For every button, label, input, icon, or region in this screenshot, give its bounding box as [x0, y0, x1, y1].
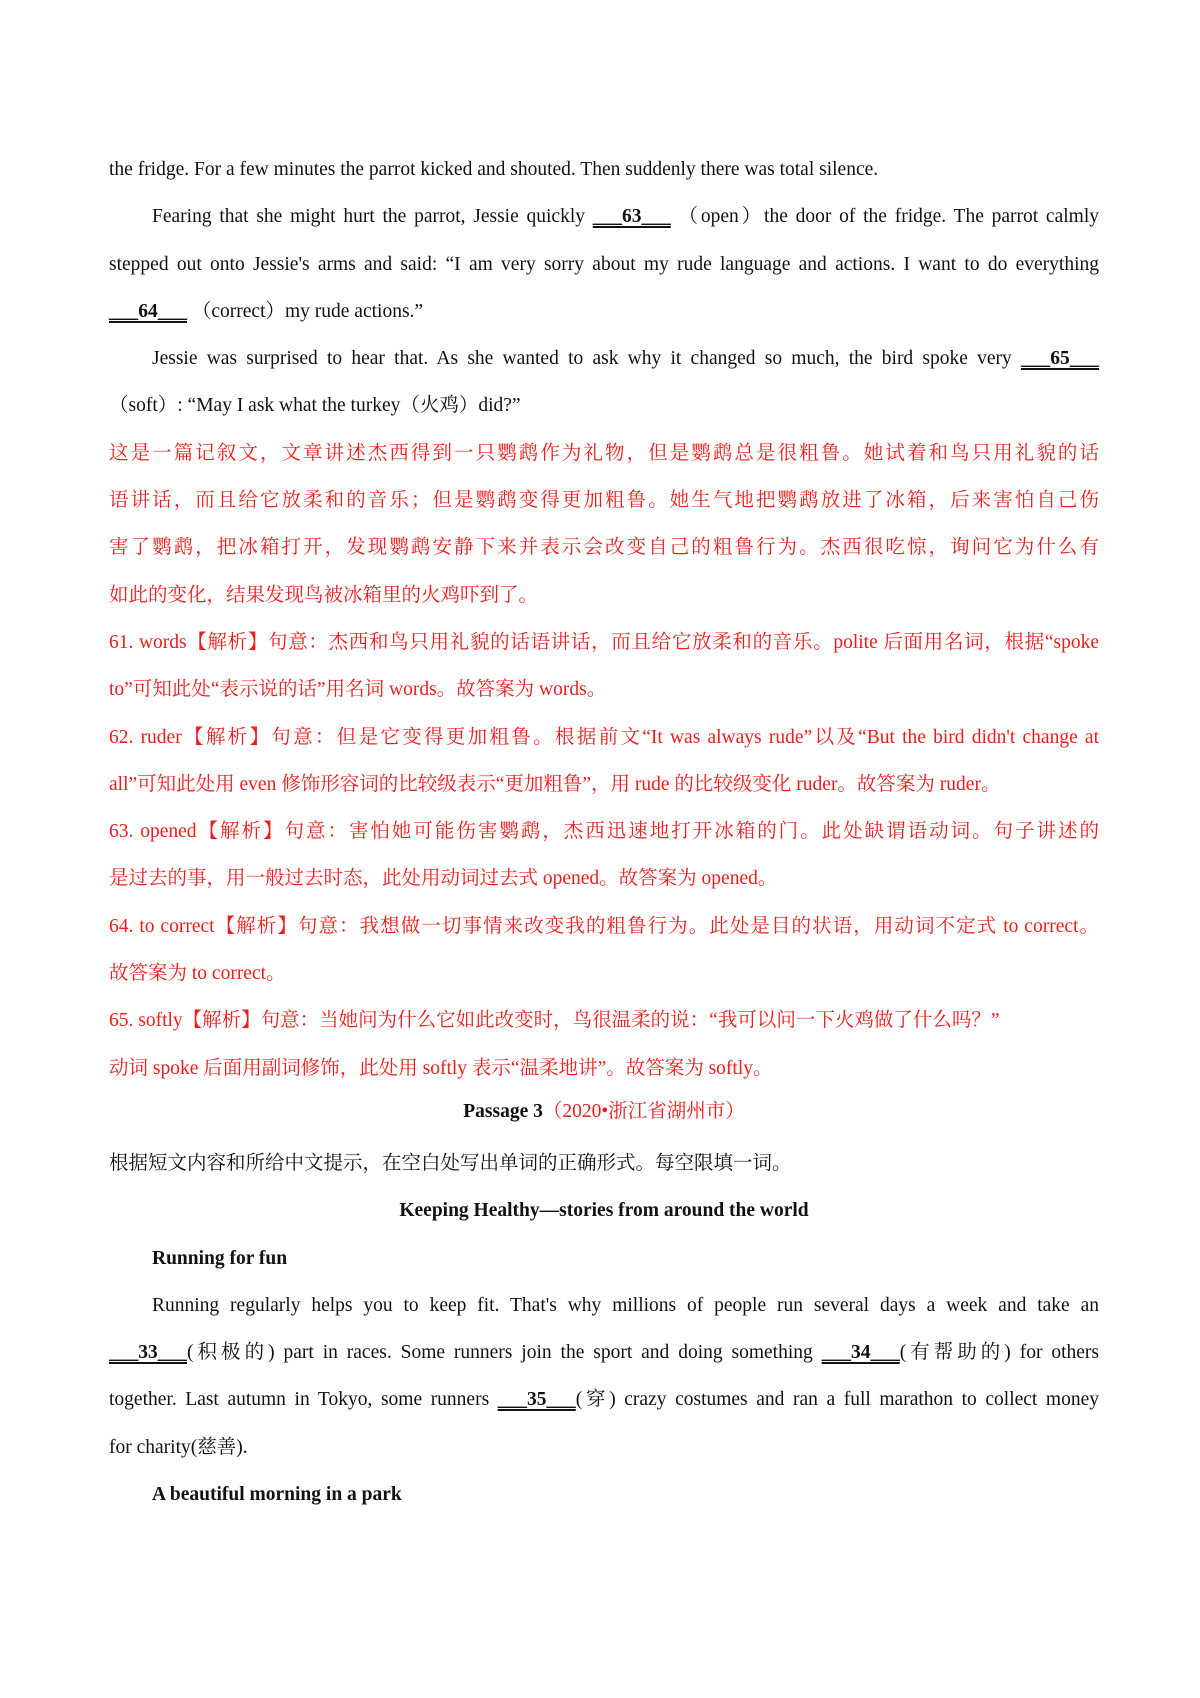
text-segment: (积极的) part in races. Some runners join the sport and doing something: [187, 1342, 822, 1364]
passage2-line-1: the fridge. For a few minutes the parrot kicked and shouted. Then suddenly there was total silence.: [109, 159, 879, 180]
instruction: 根据短文内容和所给中文提示，在空白处写出单词的正确形式。每空限填一词。: [109, 1152, 792, 1174]
summary-line: 语讲话，而且给它放柔和的音乐；但是鹦鹉变得更加粗鲁。她生气地把鹦鹉放进了冰箱，后来害怕自己伤: [109, 490, 1099, 512]
text-segment: Jessie was surprised to hear that. As she wanted to ask why it changed so much, the bird spoke very: [152, 348, 1021, 370]
passage2-line-4: [109, 288, 1099, 335]
passage3-heading: [109, 1092, 1099, 1132]
answer-line: 是过去的事，用一般过去时态，此处用动词过去式 opened。故答案为 opened。: [109, 868, 778, 890]
blank-64: ___64___: [109, 300, 187, 322]
summary-line: 这是一篇记叙文，文章讲述杰西得到一只鹦鹉作为礼物，但是鹦鹉总是很粗鲁。她试着和鸟只用礼貌的话: [109, 442, 1099, 464]
answer-62: [109, 714, 1099, 809]
section-heading: Running for fun: [152, 1247, 288, 1269]
text-segment: (有帮助的) for others: [899, 1342, 1099, 1364]
blank-33: ___33___: [109, 1342, 187, 1364]
answer-line: to”可知此处“表示说的话”用名词 words。故答案为 words。: [109, 679, 607, 701]
blank-65: ___65___: [1021, 348, 1099, 370]
answer-line: 64. to correct【解析】句意：我想做一切事情来改变我的粗鲁行为。此处是目的状语，用动词不定式 to correct。: [109, 915, 1099, 937]
passage-source: （2020•浙江省湖州市）: [542, 1100, 745, 1122]
text-segment: (穿) crazy costumes and ran a full marathon to collect money: [575, 1389, 1099, 1411]
passage3-line-1: Running regularly helps you to keep fit. That's why millions of people run several days a week and take an: [152, 1294, 1099, 1316]
text-segment: together. Last autumn in Tokyo, some runners: [109, 1389, 498, 1411]
text-segment: Fearing that she might hurt the parrot, Jessie quickly: [152, 206, 593, 228]
passage2-line-2: [109, 193, 1099, 240]
answer-line: all”可知此处用 even 修饰形容词的比较级表示“更加粗鲁”，用 rude 的比较级变化 ruder。故答案为 ruder。: [109, 773, 1001, 795]
answer-61: [109, 619, 1099, 714]
passage3-line-4: for charity(慈善).: [109, 1436, 248, 1458]
answer-line: 故答案为 to correct。: [109, 963, 286, 985]
blank-63: ___63___: [592, 206, 671, 228]
answer-line: 63. opened【解析】句意：害怕她可能伤害鹦鹉，杰西迅速地打开冰箱的门。此处缺谓语动词。句子讲述的: [109, 821, 1099, 843]
document-page: [109, 146, 1099, 1518]
answer-line: 61. words【解析】句意：杰西和鸟只用礼貌的话语讲话，而且给它放柔和的音乐。polite 后面用名词，根据“spoke: [109, 631, 1099, 653]
blank-35: ___35___: [497, 1389, 576, 1411]
passage2-line-3: stepped out onto Jessie's arms and said: “I am very sorry about my rude language and actions. I want to do everything: [109, 253, 1099, 275]
answer-line: 62. ruder【解析】句意：但是它变得更加粗鲁。根据前文“It was always rude”以及“But the bird didn't change at: [109, 726, 1099, 748]
article-title: Keeping Healthy—stories from around the world: [399, 1200, 809, 1222]
answer-64: [109, 903, 1099, 998]
text-segment: （correct）my rude actions.”: [187, 300, 424, 322]
passage2-line-5: [109, 335, 1099, 382]
blank-34: ___34___: [821, 1342, 900, 1364]
text-segment: （open）the door of the fridge. The parrot calmly: [670, 206, 1099, 228]
section-heading: A beautiful morning in a park: [152, 1484, 402, 1506]
summary-line: 害了鹦鹉，把冰箱打开，发现鹦鹉安静下来并表示会改变自己的粗鲁行为。杰西很吃惊，询问它为什么有: [109, 537, 1099, 559]
summary-line: 如此的变化，结果发现鸟被冰箱里的火鸡吓到了。: [109, 584, 539, 606]
passage-number: Passage 3: [463, 1100, 543, 1122]
answer-summary: [109, 430, 1099, 619]
answer-line: 65. softly【解析】句意：当她问为什么它如此改变时，鸟很温柔的说：“我可以问一下火鸡做了什么吗？”: [109, 1010, 1000, 1032]
answer-65: [109, 997, 1099, 1092]
answer-63: [109, 808, 1099, 903]
passage2-line-6: （soft）: “May I ask what the turkey（火鸡）did?”: [109, 395, 521, 417]
answer-line: 动词 spoke 后面用副词修饰，此处用 softly 表示“温柔地讲”。故答案为 softly。: [109, 1057, 773, 1079]
passage3-line-2: [109, 1329, 1099, 1376]
passage3-line-3: [109, 1376, 1099, 1423]
